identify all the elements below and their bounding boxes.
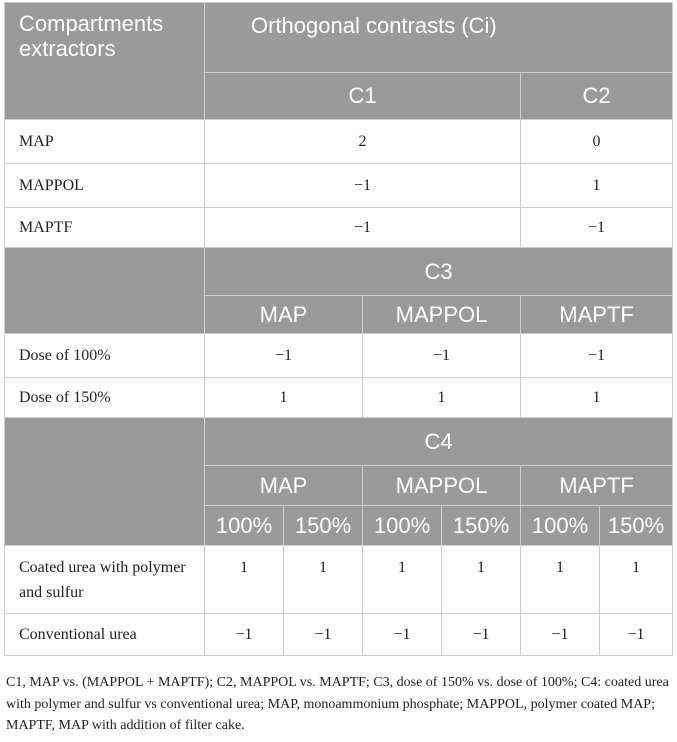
column-header-map: MAP [205,296,363,334]
table-cell: 1 [205,546,284,614]
table-title: Orthogonal contrasts (Ci) [205,3,673,73]
table-cell: −1 [363,334,521,378]
table-cell: −1 [521,208,673,248]
table-cell: 1 [363,546,442,614]
table-row [5,208,673,248]
dose-header-100: 100% [521,506,600,546]
table-cell: −1 [521,614,600,656]
table-cell: −1 [205,334,363,378]
section-header-blank [5,248,205,334]
group-header-mappol: MAPPOL [363,466,521,506]
table-row [5,546,673,614]
table-cell: 0 [521,120,673,164]
table-footnote: C1, MAP vs. (MAPPOL + MAPTF); C2, MAPPOL vs. MAPTF; C3, dose of 150% vs. dose of 100%; C4: coated urea with polymer and sulfur vs conventional urea; MAP, monoammonium phosphate; MAPPOL, polymer coated MAP; MAPTF, MAP with addition of filter cake. [6,675,669,733]
table-row [5,164,673,208]
dose-header-150: 150% [442,506,521,546]
column-header-mappol: MAPPOL [363,296,521,334]
table-cell: 2 [205,120,521,164]
row-label: Coated urea with polymer and sulfur [5,546,205,614]
table-cell: 1 [521,378,673,418]
table-cell: −1 [521,334,673,378]
table-cell: −1 [442,614,521,656]
dose-header-100: 100% [363,506,442,546]
table-cell: −1 [205,614,284,656]
table-cell: 1 [521,546,600,614]
row-label: MAPPOL [5,164,205,208]
table-row [5,334,673,378]
contrast-c4-header: C4 [205,418,673,466]
table-cell: 1 [600,546,673,614]
section-header-blank [5,418,205,546]
table-row [5,378,673,418]
row-label: Conventional urea [5,614,205,656]
contrast-c3-header: C3 [205,248,673,296]
row-label: MAP [5,120,205,164]
table-cell: 1 [442,546,521,614]
row-label: MAPTF [5,208,205,248]
row-label: Dose of 150% [5,378,205,418]
contrasts-table [4,2,673,656]
contrast-c1-header: C1 [205,73,521,120]
column-header-maptf: MAPTF [521,296,673,334]
row-label: Dose of 100% [5,334,205,378]
dose-header-150: 150% [600,506,673,546]
table-cell: 1 [205,378,363,418]
table-cell: −1 [205,164,521,208]
table-row [5,120,673,164]
table-cell: 1 [521,164,673,208]
row-label-header: Compartments extractors [5,3,205,120]
table-cell: −1 [600,614,673,656]
table-cell: 1 [363,378,521,418]
contrast-c2-header: C2 [521,73,673,120]
group-header-maptf: MAPTF [521,466,673,506]
table-cell: −1 [205,208,521,248]
table-cell: 1 [284,546,363,614]
table-cell: −1 [363,614,442,656]
table-row [5,614,673,656]
group-header-map: MAP [205,466,363,506]
table-cell: −1 [284,614,363,656]
dose-header-150: 150% [284,506,363,546]
dose-header-100: 100% [205,506,284,546]
